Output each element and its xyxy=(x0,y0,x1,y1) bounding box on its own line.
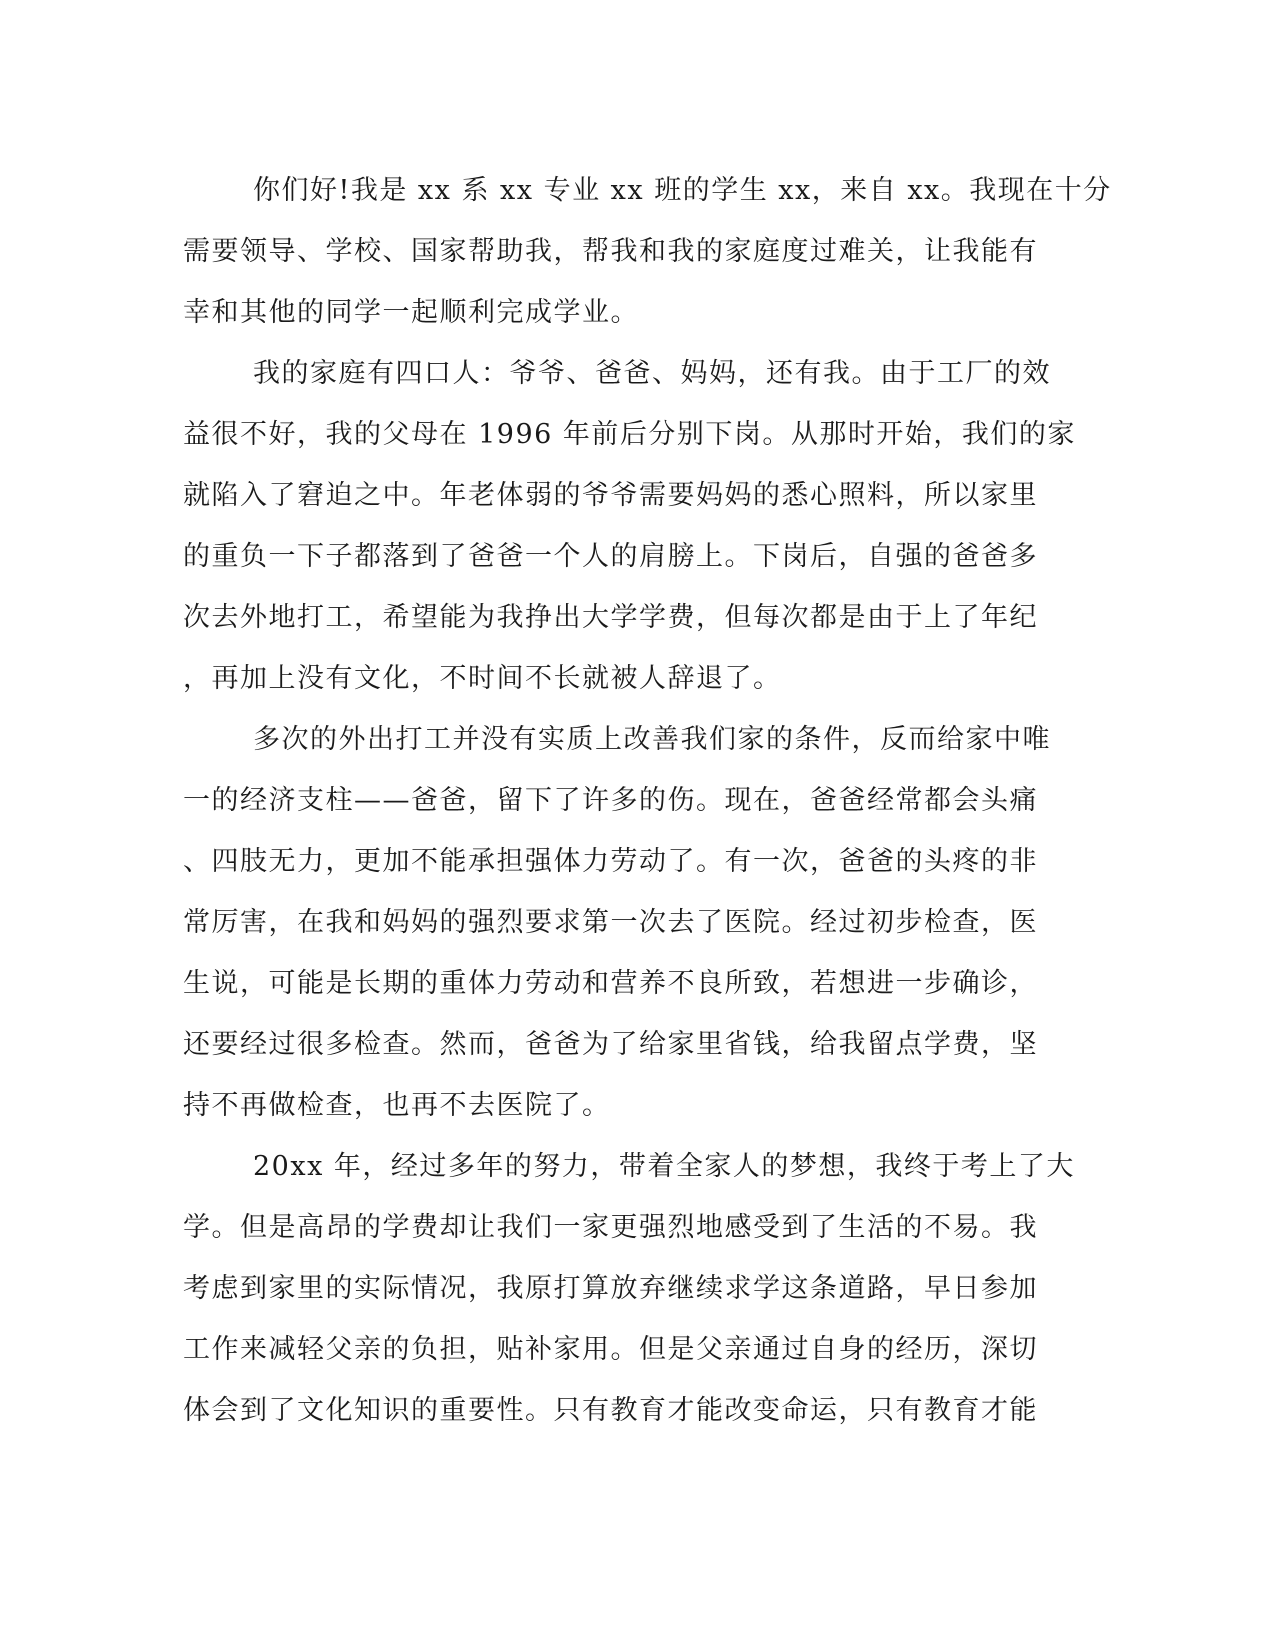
text-line: 常厉害，在我和妈妈的强烈要求第一次去了医院。经过初步检查，医 xyxy=(183,907,1038,938)
text-line: 多次的外出打工并没有实质上改善我们家的条件，反而给家中唯 xyxy=(253,724,1051,755)
text-line: 我的家庭有四口人：爷爷、爸爸、妈妈，还有我。由于工厂的效 xyxy=(253,358,1051,389)
text-line: 20xx 年，经过多年的努力，带着全家人的梦想，我终于考上了大 xyxy=(253,1151,1075,1182)
text-line: 工作来减轻父亲的负担，贴补家用。但是父亲通过自身的经历，深切 xyxy=(183,1334,1038,1365)
text-line: 次去外地打工，希望能为我挣出大学学费，但每次都是由于上了年纪 xyxy=(183,602,1038,633)
text-line: 需要领导、学校、国家帮助我，帮我和我的家庭度过难关，让我能有 xyxy=(183,236,1038,267)
text-line: 生说，可能是长期的重体力劳动和营养不良所致，若想进一步确诊， xyxy=(183,968,1038,999)
text-line: 持不再做检查，也再不去医院了。 xyxy=(183,1090,611,1121)
text-line: 学。但是高昂的学费却让我们一家更强烈地感受到了生活的不易。我 xyxy=(183,1212,1038,1243)
text-line: 就陷入了窘迫之中。年老体弱的爷爷需要妈妈的悉心照料，所以家里 xyxy=(183,480,1038,511)
paragraph-3 xyxy=(183,709,1083,1136)
text-line: 、四肢无力，更加不能承担强体力劳动了。有一次，爸爸的头疼的非 xyxy=(183,846,1038,877)
text-line: 还要经过很多检查。然而，爸爸为了给家里省钱，给我留点学费，坚 xyxy=(183,1029,1038,1060)
text-line: 一的经济支柱——爸爸，留下了许多的伤。现在，爸爸经常都会头痛 xyxy=(183,785,1038,816)
text-line: 益很不好，我的父母在 1996 年前后分别下岗。从那时开始，我们的家 xyxy=(183,419,1076,450)
paragraph-4 xyxy=(183,1136,1083,1441)
text-line: 你们好!我是 xx 系 xx 专业 xx 班的学生 xx，来自 xx。我现在十分 xyxy=(253,175,1112,206)
paragraph-1 xyxy=(183,160,1112,343)
body-text xyxy=(183,160,1112,1441)
text-line: ，再加上没有文化，不时间不长就被人辞退了。 xyxy=(183,663,782,694)
text-line: 考虑到家里的实际情况，我原打算放弃继续求学这条道路，早日参加 xyxy=(183,1273,1038,1304)
text-line: 幸和其他的同学一起顺利完成学业。 xyxy=(183,297,639,328)
text-line: 的重负一下子都落到了爸爸一个人的肩膀上。下岗后，自强的爸爸多 xyxy=(183,541,1038,572)
paragraph-2 xyxy=(183,343,1083,709)
text-line: 体会到了文化知识的重要性。只有教育才能改变命运，只有教育才能 xyxy=(183,1395,1038,1426)
